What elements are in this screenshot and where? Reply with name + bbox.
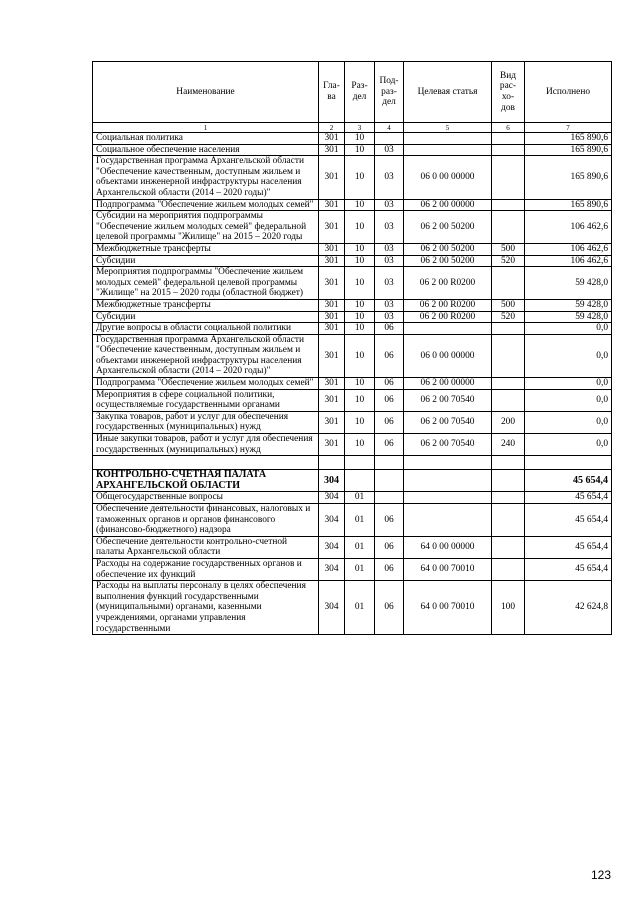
table-row (93, 211, 612, 244)
row-podrazdel-cell: 06 (375, 581, 404, 635)
row-target-cell: 64 0 00 00000 (404, 536, 492, 558)
row-podrazdel-cell: 06 (375, 536, 404, 558)
column-number: 7 (525, 123, 612, 133)
row-glava-cell: 304 (319, 558, 345, 580)
row-amount-cell: 45 654,4 (525, 558, 612, 580)
row-podrazdel-cell: 06 (375, 334, 404, 377)
row-target-cell: 64 0 00 70010 (404, 581, 492, 635)
row-name-cell: Обеспечение деятельности финансовых, налоговых и таможенных органов и органов финансового (финансово-бюджетного) надзора (93, 504, 319, 537)
row-podrazdel-cell: 03 (375, 299, 404, 311)
row-target-cell: 06 2 00 70540 (404, 434, 492, 456)
row-vid-cell: 520 (492, 255, 525, 267)
row-glava-cell: 301 (319, 378, 345, 390)
row-podrazdel-cell: 06 (375, 323, 404, 335)
row-name-cell: Социальная политика (93, 133, 319, 145)
row-podrazdel-cell: 06 (375, 558, 404, 580)
row-amount-cell: 165 890,6 (525, 144, 612, 156)
header-target: Целевая статья (404, 62, 492, 123)
row-vid-cell (492, 267, 525, 300)
row-glava-cell: 301 (319, 434, 345, 456)
row-glava-cell: 301 (319, 211, 345, 244)
row-amount-cell: 59 428,0 (525, 311, 612, 323)
row-target-cell: 06 2 00 R0200 (404, 267, 492, 300)
row-vid-cell: 200 (492, 411, 525, 433)
row-name-cell: Субсидии на мероприятия подпрограммы "Обеспечение жильем молодых семей" федеральной целевой программы "Жилище" на 2015 – 2020 годы (93, 211, 319, 244)
row-target-cell (404, 504, 492, 537)
row-glava-cell: 301 (319, 323, 345, 335)
row-amount-cell: 45 654,4 (525, 536, 612, 558)
column-number: 2 (319, 123, 345, 133)
row-name-cell (93, 456, 319, 470)
row-glava-cell: 304 (319, 536, 345, 558)
row-amount-cell: 165 890,6 (525, 199, 612, 211)
row-name-cell: Общегосударственные вопросы (93, 492, 319, 504)
row-vid-cell (492, 389, 525, 411)
row-name-cell: Субсидии (93, 311, 319, 323)
row-amount-cell: 45 654,4 (525, 470, 612, 492)
row-amount-cell: 0,0 (525, 334, 612, 377)
row-vid-cell (492, 323, 525, 335)
row-podrazdel-cell: 03 (375, 211, 404, 244)
row-name-cell: Закупка товаров, работ и услуг для обеспечения государственных (муниципальных) нужд (93, 411, 319, 433)
row-target-cell: 06 2 00 50200 (404, 211, 492, 244)
row-amount-cell: 0,0 (525, 411, 612, 433)
row-amount-cell: 45 654,4 (525, 504, 612, 537)
row-target-cell (404, 492, 492, 504)
row-target-cell (404, 323, 492, 335)
row-podrazdel-cell: 03 (375, 199, 404, 211)
row-razdel-cell: 10 (345, 156, 375, 199)
table-row (93, 581, 612, 635)
table-row (93, 199, 612, 211)
row-name-cell: Межбюджетные трансферты (93, 243, 319, 255)
row-podrazdel-cell: 03 (375, 144, 404, 156)
row-razdel-cell (345, 470, 375, 492)
header-podrazdel: Под-раз-дел (375, 62, 404, 123)
row-vid-cell: 240 (492, 434, 525, 456)
row-glava-cell: 301 (319, 255, 345, 267)
row-vid-cell (492, 470, 525, 492)
header-razdel: Раз-дел (345, 62, 375, 123)
row-razdel-cell (345, 456, 375, 470)
row-razdel-cell: 10 (345, 323, 375, 335)
row-razdel-cell: 10 (345, 144, 375, 156)
row-glava-cell: 301 (319, 144, 345, 156)
row-target-cell: 06 2 00 R0200 (404, 299, 492, 311)
row-target-cell: 06 2 00 70540 (404, 411, 492, 433)
row-name-cell: Другие вопросы в области социальной политики (93, 323, 319, 335)
table-row (93, 378, 612, 390)
row-razdel-cell: 10 (345, 199, 375, 211)
row-razdel-cell: 01 (345, 504, 375, 537)
row-vid-cell (492, 334, 525, 377)
budget-table-sheet (92, 61, 611, 635)
table-row (93, 255, 612, 267)
row-razdel-cell: 10 (345, 434, 375, 456)
row-glava-cell: 301 (319, 389, 345, 411)
row-glava-cell: 301 (319, 133, 345, 145)
row-glava-cell (319, 456, 345, 470)
row-glava-cell: 301 (319, 299, 345, 311)
row-vid-cell (492, 378, 525, 390)
table-row (93, 470, 612, 492)
row-name-cell: Подпрограмма "Обеспечение жильем молодых семей" (93, 199, 319, 211)
row-name-cell: Социальное обеспечение населения (93, 144, 319, 156)
column-number: 3 (345, 123, 375, 133)
row-amount-cell: 0,0 (525, 378, 612, 390)
row-vid-cell (492, 133, 525, 145)
row-amount-cell: 59 428,0 (525, 267, 612, 300)
column-number: 5 (404, 123, 492, 133)
row-vid-cell (492, 558, 525, 580)
row-razdel-cell: 10 (345, 378, 375, 390)
row-vid-cell: 500 (492, 243, 525, 255)
row-target-cell: 64 0 00 70010 (404, 558, 492, 580)
row-amount-cell: 106 462,6 (525, 255, 612, 267)
column-number: 4 (375, 123, 404, 133)
row-glava-cell: 301 (319, 199, 345, 211)
row-name-cell: Мероприятия подпрограммы "Обеспечение жильем молодых семей" федеральной целевой программы "Жилище" на 2015 – 2020 годы (областной бюджет) (93, 267, 319, 300)
row-amount-cell: 0,0 (525, 323, 612, 335)
row-vid-cell: 500 (492, 299, 525, 311)
row-vid-cell (492, 504, 525, 537)
row-target-cell: 06 2 00 R0200 (404, 311, 492, 323)
table-row (93, 334, 612, 377)
row-amount-cell: 0,0 (525, 389, 612, 411)
row-amount-cell: 165 890,6 (525, 156, 612, 199)
row-target-cell (404, 133, 492, 145)
row-vid-cell (492, 144, 525, 156)
header-vid: Вид рас-хо-дов (492, 62, 525, 123)
row-razdel-cell: 10 (345, 311, 375, 323)
table-row (93, 267, 612, 300)
row-target-cell: 06 2 00 70540 (404, 389, 492, 411)
row-name-cell: Государственная программа Архангельской области "Обеспечение качественным, доступным жильем и объектами инженерной инфраструктуры населения Архангельской области (2014 – 2020 годы)" (93, 156, 319, 199)
row-glava-cell: 301 (319, 267, 345, 300)
row-amount-cell: 42 624,8 (525, 581, 612, 635)
row-podrazdel-cell: 03 (375, 156, 404, 199)
row-razdel-cell: 10 (345, 255, 375, 267)
row-name-cell: Иные закупки товаров, работ и услуг для обеспечения государственных (муниципальных) нужд (93, 434, 319, 456)
row-razdel-cell: 01 (345, 558, 375, 580)
row-glava-cell: 301 (319, 243, 345, 255)
row-razdel-cell: 10 (345, 411, 375, 433)
row-target-cell: 06 2 00 00000 (404, 378, 492, 390)
row-glava-cell: 304 (319, 492, 345, 504)
row-vid-cell (492, 456, 525, 470)
row-podrazdel-cell: 06 (375, 389, 404, 411)
table-row (93, 299, 612, 311)
row-name-cell: Расходы на выплаты персоналу в целях обеспечения выполнения функций государственными (муниципальными) органами, казенными учреждениями, органами управления государственными (93, 581, 319, 635)
table-row (93, 411, 612, 433)
row-podrazdel-cell: 06 (375, 378, 404, 390)
row-target-cell (404, 470, 492, 492)
row-target-cell: 06 2 00 50200 (404, 255, 492, 267)
row-name-cell: Государственная программа Архангельской области "Обеспечение качественным, доступным жильем и объектами инженерной инфраструктуры населения Архангельской области (2014 – 2020 годы)" (93, 334, 319, 377)
row-name-cell: КОНТРОЛЬНО-СЧЕТНАЯ ПАЛАТА АРХАНГЕЛЬСКОЙ ОБЛАСТИ (93, 470, 319, 492)
table-body (93, 133, 612, 635)
row-razdel-cell: 01 (345, 536, 375, 558)
row-razdel-cell: 10 (345, 334, 375, 377)
table-row (93, 558, 612, 580)
row-name-cell: Подпрограмма "Обеспечение жильем молодых семей" (93, 378, 319, 390)
row-podrazdel-cell: 06 (375, 504, 404, 537)
row-podrazdel-cell (375, 133, 404, 145)
row-amount-cell: 0,0 (525, 434, 612, 456)
table-row (93, 243, 612, 255)
table-row (93, 144, 612, 156)
row-name-cell: Обеспечение деятельности контрольно-счетной палаты Архангельской области (93, 536, 319, 558)
row-amount-cell (525, 456, 612, 470)
row-name-cell: Мероприятия в сфере социальной политики, осуществляемые государственными органами (93, 389, 319, 411)
table-row (93, 492, 612, 504)
row-glava-cell: 301 (319, 411, 345, 433)
row-razdel-cell: 10 (345, 211, 375, 244)
row-razdel-cell: 01 (345, 492, 375, 504)
row-vid-cell: 100 (492, 581, 525, 635)
row-razdel-cell: 10 (345, 299, 375, 311)
row-podrazdel-cell: 06 (375, 434, 404, 456)
row-glava-cell: 304 (319, 581, 345, 635)
column-number: 6 (492, 123, 525, 133)
row-target-cell (404, 456, 492, 470)
header-name: Наименование (93, 62, 319, 123)
row-glava-cell: 301 (319, 156, 345, 199)
header-row (93, 62, 612, 123)
row-name-cell: Межбюджетные трансферты (93, 299, 319, 311)
row-podrazdel-cell: 03 (375, 243, 404, 255)
row-podrazdel-cell (375, 470, 404, 492)
row-vid-cell (492, 199, 525, 211)
row-razdel-cell: 01 (345, 581, 375, 635)
row-podrazdel-cell: 06 (375, 411, 404, 433)
table-row (93, 536, 612, 558)
row-podrazdel-cell (375, 492, 404, 504)
row-glava-cell: 304 (319, 470, 345, 492)
budget-execution-table (92, 61, 612, 635)
row-target-cell: 06 0 00 00000 (404, 334, 492, 377)
row-podrazdel-cell: 03 (375, 255, 404, 267)
row-target-cell: 06 2 00 50200 (404, 243, 492, 255)
row-name-cell: Расходы на содержание государственных органов и обеспечение их функций (93, 558, 319, 580)
row-razdel-cell: 10 (345, 243, 375, 255)
row-glava-cell: 304 (319, 504, 345, 537)
row-podrazdel-cell: 03 (375, 267, 404, 300)
row-amount-cell: 165 890,6 (525, 133, 612, 145)
row-vid-cell (492, 156, 525, 199)
row-target-cell: 06 0 00 00000 (404, 156, 492, 199)
row-razdel-cell: 10 (345, 267, 375, 300)
table-row (93, 133, 612, 145)
column-number: 1 (93, 123, 319, 133)
header-executed: Исполнено (525, 62, 612, 123)
row-target-cell (404, 144, 492, 156)
table-row (93, 434, 612, 456)
row-glava-cell: 301 (319, 334, 345, 377)
table-row (93, 156, 612, 199)
row-amount-cell: 45 654,4 (525, 492, 612, 504)
row-razdel-cell: 10 (345, 389, 375, 411)
row-vid-cell (492, 536, 525, 558)
row-razdel-cell: 10 (345, 133, 375, 145)
row-vid-cell (492, 492, 525, 504)
row-amount-cell: 106 462,6 (525, 243, 612, 255)
row-name-cell: Субсидии (93, 255, 319, 267)
row-target-cell: 06 2 00 00000 (404, 199, 492, 211)
table-row (93, 389, 612, 411)
header-glava: Гла-ва (319, 62, 345, 123)
row-podrazdel-cell: 03 (375, 311, 404, 323)
row-vid-cell: 520 (492, 311, 525, 323)
table-row (93, 504, 612, 537)
page-number: 123 (590, 868, 611, 882)
row-podrazdel-cell (375, 456, 404, 470)
blank-row (93, 456, 612, 470)
row-glava-cell: 301 (319, 311, 345, 323)
table-row (93, 323, 612, 335)
column-number-row (93, 123, 612, 133)
row-amount-cell: 106 462,6 (525, 211, 612, 244)
row-amount-cell: 59 428,0 (525, 299, 612, 311)
row-vid-cell (492, 211, 525, 244)
table-row (93, 311, 612, 323)
